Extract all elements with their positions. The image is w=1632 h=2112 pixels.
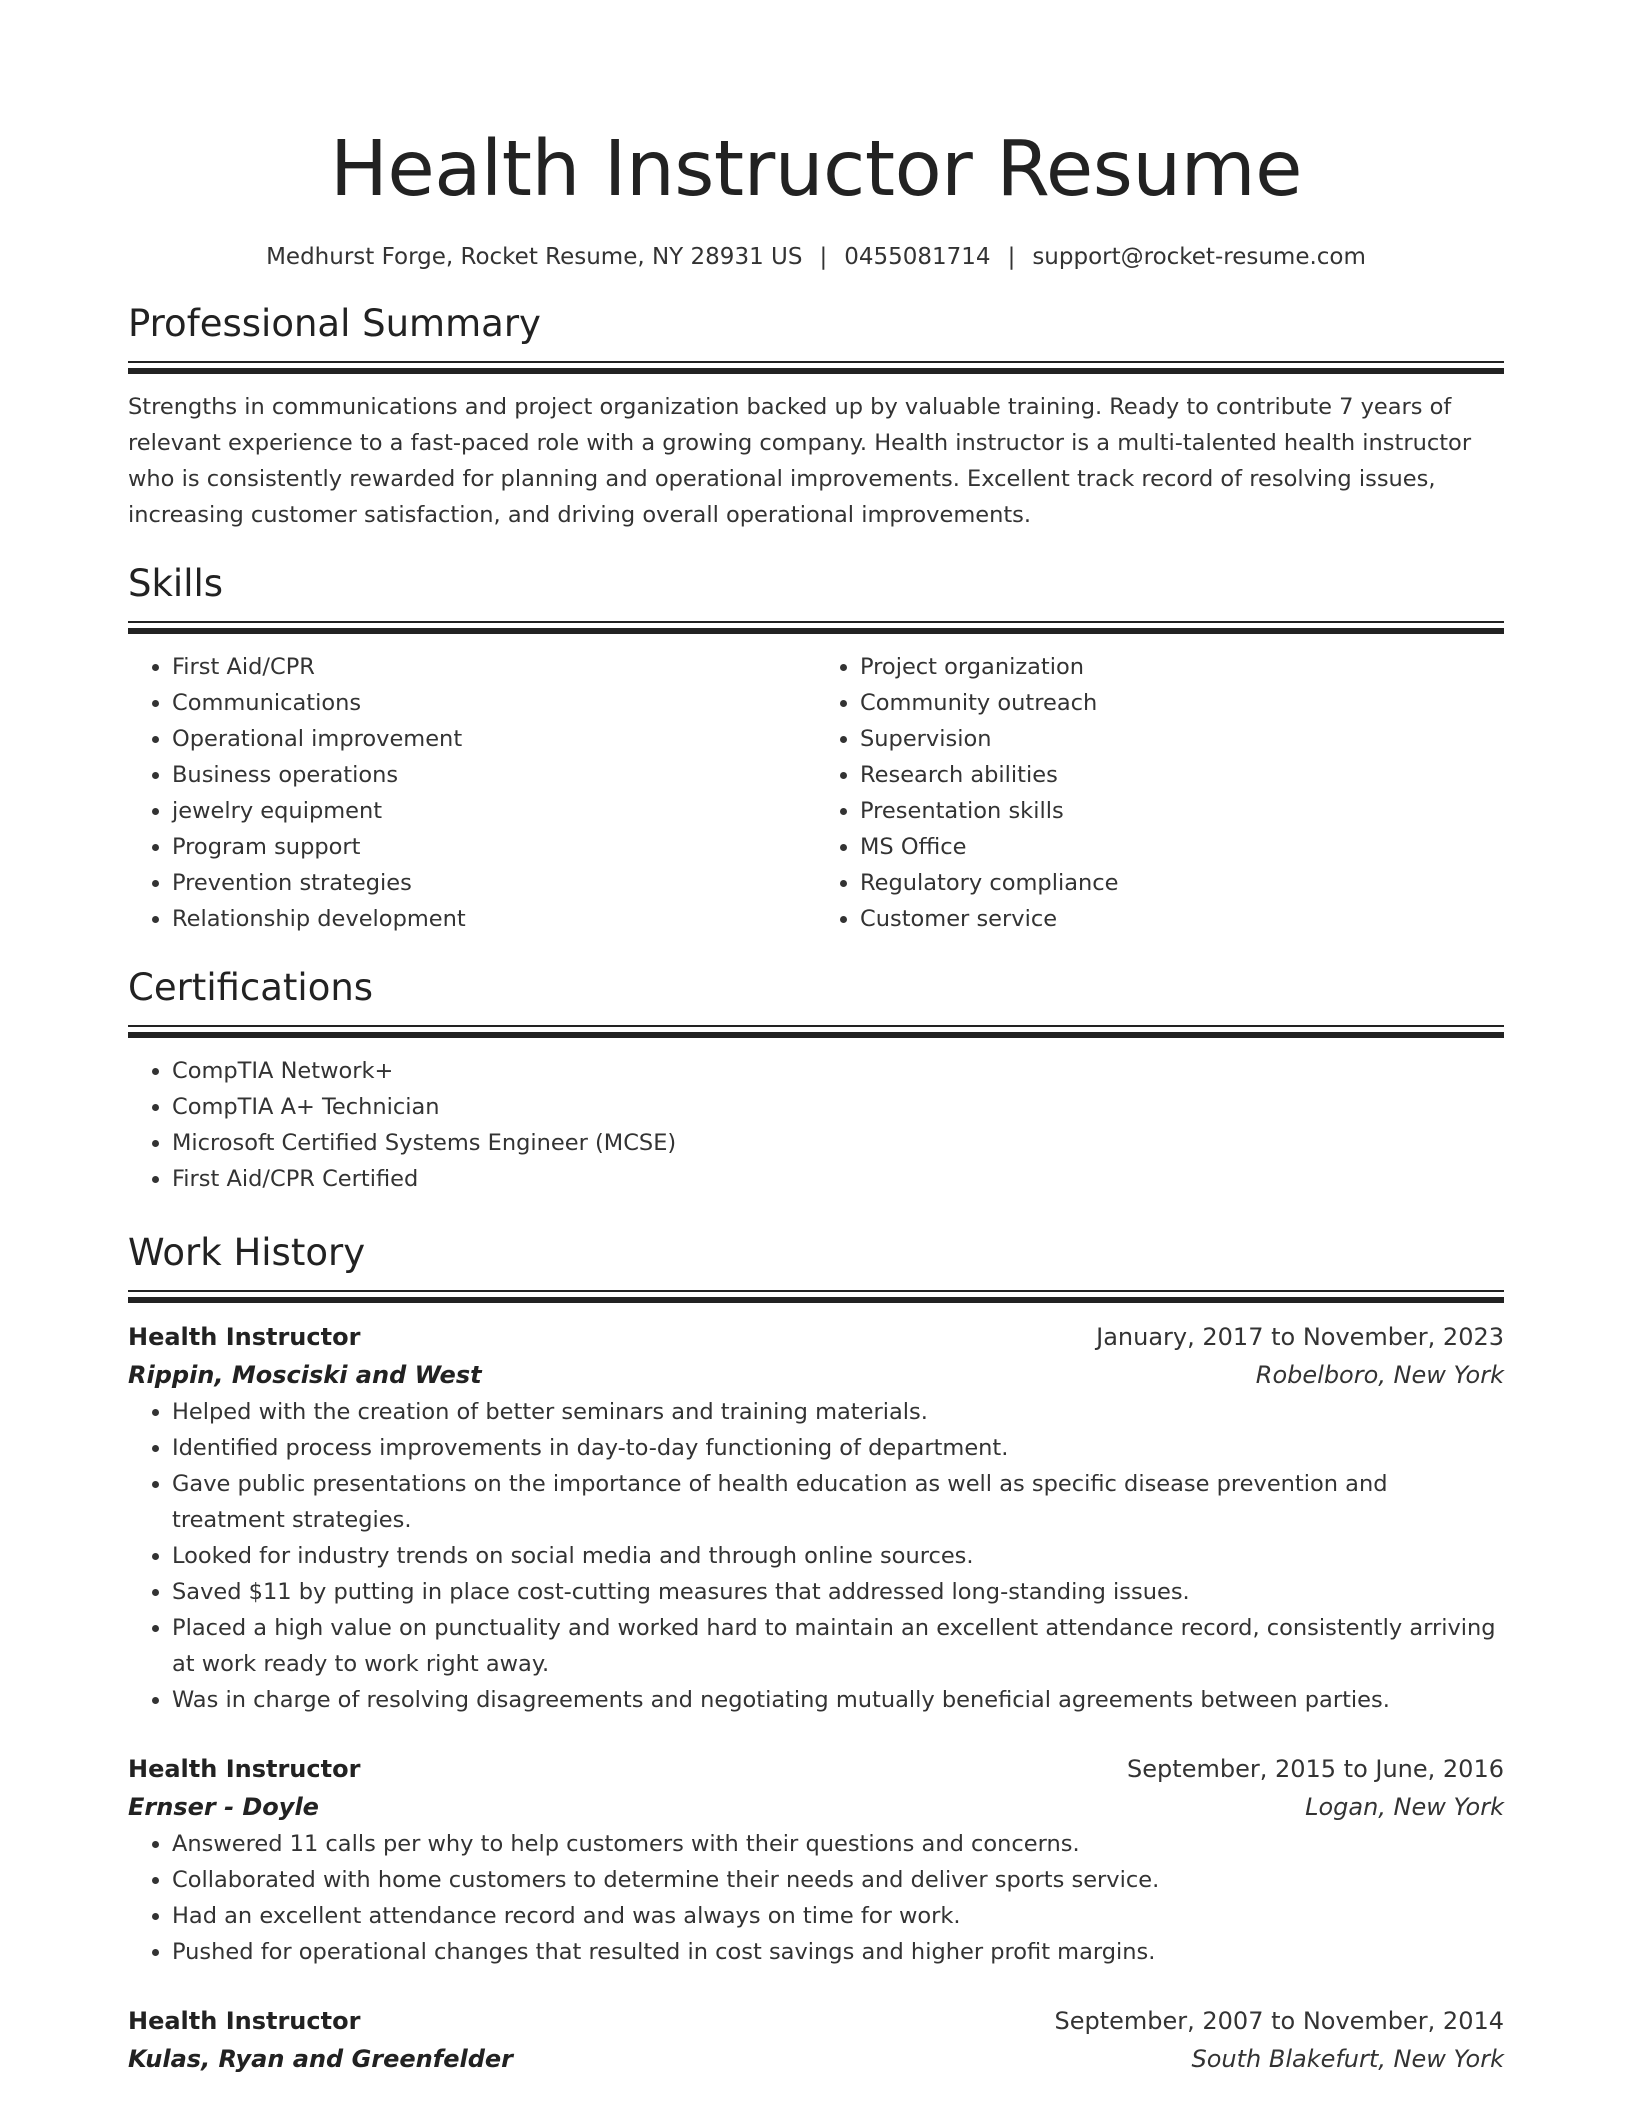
- list-item: • Community outreach: [860, 685, 1504, 721]
- list-item: • Collaborated with home customers to determine their needs and deliver sports service.: [172, 1862, 1504, 1898]
- job-entry: [128, 1318, 1504, 1718]
- job-location: Robelboro, New York: [1255, 1361, 1504, 1389]
- certifications-list: [128, 1053, 1504, 1197]
- job-header: [128, 2002, 1504, 2040]
- job-subheader: [128, 2040, 1504, 2078]
- job-subheader: [128, 1788, 1504, 1826]
- skills-columns: [128, 649, 1504, 937]
- list-item: • Prevention strategies: [172, 865, 816, 901]
- list-item: • Communications: [172, 685, 816, 721]
- list-item: • Presentation skills: [860, 793, 1504, 829]
- skills-list-right: [816, 649, 1504, 937]
- list-item: • Supervision: [860, 721, 1504, 757]
- list-item: • Project organization: [860, 649, 1504, 685]
- job-title: Health Instructor: [128, 1755, 361, 1783]
- list-item: • Helped with the creation of better seminars and training materials.: [172, 1394, 1504, 1430]
- list-item: • Identified process improvements in day-to-day functioning of department.: [172, 1430, 1504, 1466]
- section-divider: [128, 621, 1504, 635]
- job-company: Ernser - Doyle: [128, 1793, 319, 1821]
- job-entry: [128, 2002, 1504, 2078]
- job-dates: September, 2015 to June, 2016: [1127, 1755, 1504, 1783]
- list-item: • Relationship development: [172, 901, 816, 937]
- contact-email: support@rocket-resume.com: [1032, 244, 1366, 270]
- contact-separator: |: [1007, 244, 1016, 270]
- list-item: • Saved $11 by putting in place cost-cutting measures that addressed long-standing issues.: [172, 1574, 1504, 1610]
- list-item: • Program support: [172, 829, 816, 865]
- contact-separator: |: [819, 244, 828, 270]
- list-item: • Customer service: [860, 901, 1504, 937]
- list-item: • Was in charge of resolving disagreements and negotiating mutually beneficial agreements between parties.: [172, 1682, 1504, 1718]
- contact-phone: 0455081714: [844, 244, 991, 270]
- certifications-section: [128, 965, 1504, 1197]
- list-item: • Operational improvement: [172, 721, 816, 757]
- job-bullets: [128, 1826, 1504, 1970]
- list-item: • First Aid/CPR: [172, 649, 816, 685]
- list-item: • jewelry equipment: [172, 793, 816, 829]
- summary-section: [128, 301, 1504, 533]
- list-item: • First Aid/CPR Certified: [172, 1161, 1504, 1197]
- list-item: • Gave public presentations on the importance of health education as well as specific disease prevention and treatment strategies.: [172, 1466, 1504, 1538]
- summary-text: Strengths in communications and project organization backed up by valuable training. Ready to contribute 7 years of relevant experience to a fast-paced role with a growing company. Health instructor is a multi-talented health instructor who is consistently rewarded for planning and operational improvements. Excellent track record of resolving issues, increasing customer satisfaction, and driving overall operational improvements.: [128, 394, 1472, 528]
- job-dates: September, 2007 to November, 2014: [1054, 2007, 1504, 2035]
- skills-section: [128, 561, 1504, 937]
- section-heading-summary: Professional Summary: [128, 302, 541, 345]
- job-subheader: [128, 1356, 1504, 1394]
- job-location: Logan, New York: [1305, 1793, 1504, 1821]
- list-item: • MS Office: [860, 829, 1504, 865]
- job-title: Health Instructor: [128, 2007, 361, 2035]
- list-item: • Research abilities: [860, 757, 1504, 793]
- list-item: • CompTIA Network+: [172, 1053, 1504, 1089]
- resume-title: Health Instructor Resume: [329, 125, 1303, 214]
- list-item: • Business operations: [172, 757, 816, 793]
- list-item: • Answered 11 calls per why to help customers with their questions and concerns.: [172, 1826, 1504, 1862]
- list-item: • Regulatory compliance: [860, 865, 1504, 901]
- list-item: • CompTIA A+ Technician: [172, 1089, 1504, 1125]
- job-company: Rippin, Mosciski and West: [128, 1361, 482, 1389]
- list-item: • Had an excellent attendance record and was always on time for work.: [172, 1898, 1504, 1934]
- job-dates: January, 2017 to November, 2023: [1096, 1323, 1504, 1351]
- job-bullets: [128, 1394, 1504, 1718]
- list-item: • Microsoft Certified Systems Engineer (MCSE): [172, 1125, 1504, 1161]
- section-heading-certifications: Certifications: [128, 966, 374, 1009]
- section-heading-skills: Skills: [128, 562, 224, 605]
- section-divider: [128, 1025, 1504, 1039]
- job-title: Health Instructor: [128, 1323, 361, 1351]
- list-item: • Placed a high value on punctuality and worked hard to maintain an excellent attendance record, consistently arriving at work ready to work right away.: [172, 1610, 1504, 1682]
- job-entry: [128, 1750, 1504, 1970]
- work-history-section: [128, 1230, 1504, 2078]
- job-header: [128, 1750, 1504, 1788]
- section-divider: [128, 361, 1504, 375]
- skills-list-left: [128, 649, 816, 937]
- job-company: Kulas, Ryan and Greenfelder: [128, 2045, 514, 2073]
- list-item: • Pushed for operational changes that resulted in cost savings and higher profit margins.: [172, 1934, 1504, 1970]
- list-item: • Looked for industry trends on social media and through online sources.: [172, 1538, 1504, 1574]
- contact-address: Medhurst Forge, Rocket Resume, NY 28931 US: [266, 244, 803, 270]
- job-location: South Blakefurt, New York: [1191, 2045, 1504, 2073]
- section-divider: [128, 1290, 1504, 1304]
- job-header: [128, 1318, 1504, 1356]
- section-heading-work-history: Work History: [128, 1231, 366, 1274]
- contact-line: [128, 242, 1504, 272]
